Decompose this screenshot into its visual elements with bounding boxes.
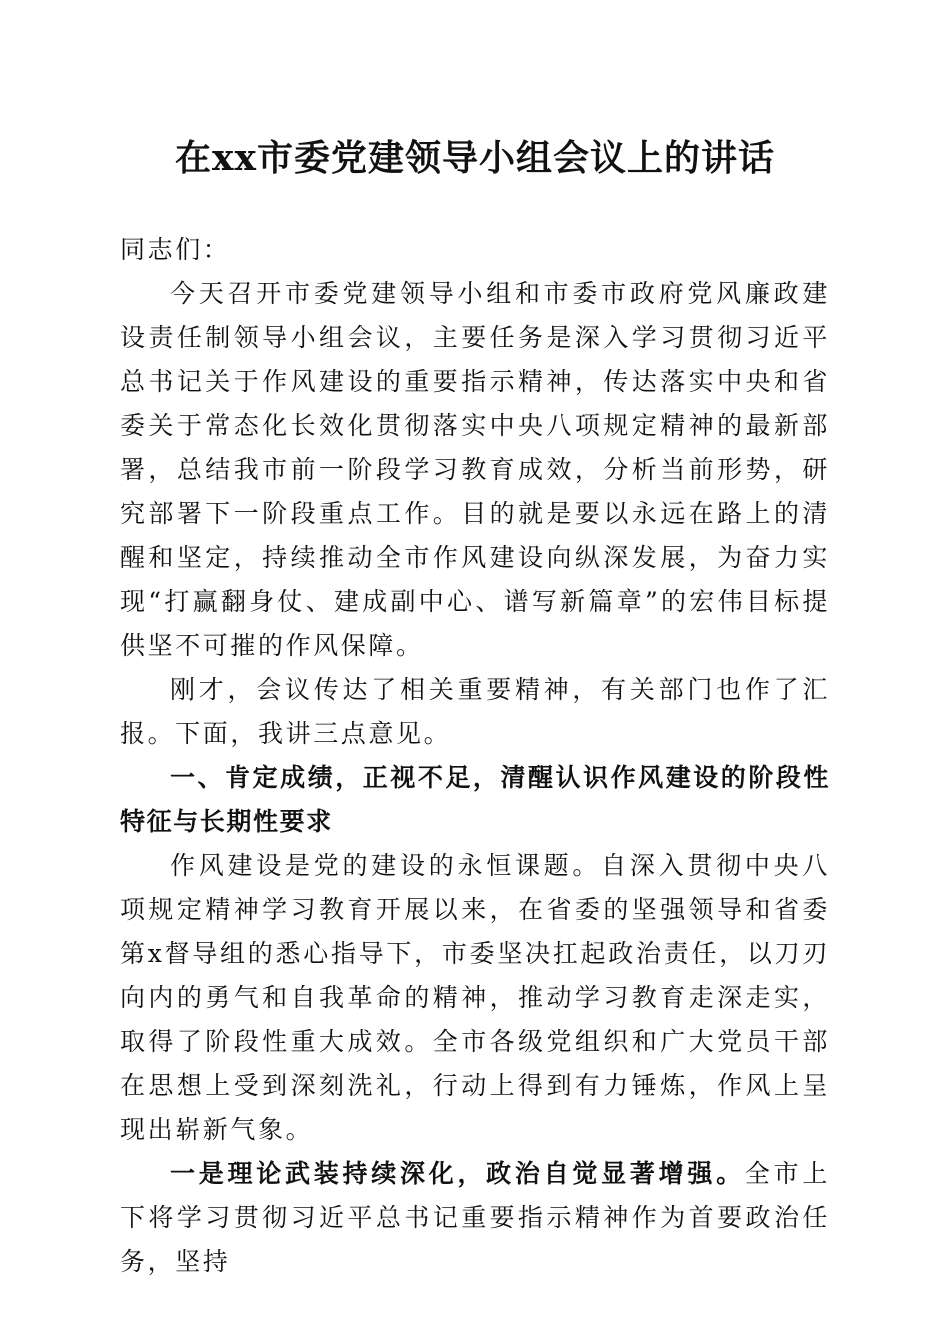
paragraph-opening: 今天召开市委党建领导小组和市委市政府党风廉政建设责任制领导小组会议，主要任务是深入学习贯彻习近平总书记关于作风建设的重要指示精神，传达落实中央和省委关于常态化长效化贯彻落实中央八项规定精神的最新部署，总结我市前一阶段学习教育成效，分析当前形势，研究部署下一阶段重点工作。目的就是要以永远在路上的清醒和坚定，持续推动全市作风建设向纵深发展，为奋力实现“打赢翻身仗、建成副中心、谱写新篇章”的宏伟目标提供坚不可摧的作风保障。 <box>120 279 830 660</box>
paragraph-point-one <box>120 1152 830 1284</box>
section-heading-1: 一、肯定成绩，正视不足，清醒认识作风建设的阶段性特征与长期性要求 <box>120 763 830 836</box>
point-one-lead: 一是理论武装持续深化，政治自觉显著增强。 <box>170 1159 745 1188</box>
point-one-text: 全市上下将学习贯彻习近平总书记重要指示精神作为首要政治任务，坚持 <box>120 1159 830 1276</box>
paragraph-transition: 刚才，会议传达了相关重要精神，有关部门也作了汇报。下面，我讲三点意见。 <box>120 675 830 748</box>
document-body <box>120 228 830 1284</box>
document-title: 在xx市委党建领导小组会议上的讲话 <box>175 137 775 179</box>
salutation: 同志们： <box>120 235 231 264</box>
paragraph-achievements: 作风建设是党的建设的永恒课题。自深入贯彻中央八项规定精神学习教育开展以来，在省委的坚强领导和省委第x督导组的悉心指导下，市委坚决扛起政治责任，以刀刃向内的勇气和自我革命的精神，推动学习教育走深走实，取得了阶段性重大成效。全市各级党组织和广大党员干部在思想上受到深刻洗礼，行动上得到有力锤炼，作风上呈现出崭新气象。 <box>120 851 830 1144</box>
